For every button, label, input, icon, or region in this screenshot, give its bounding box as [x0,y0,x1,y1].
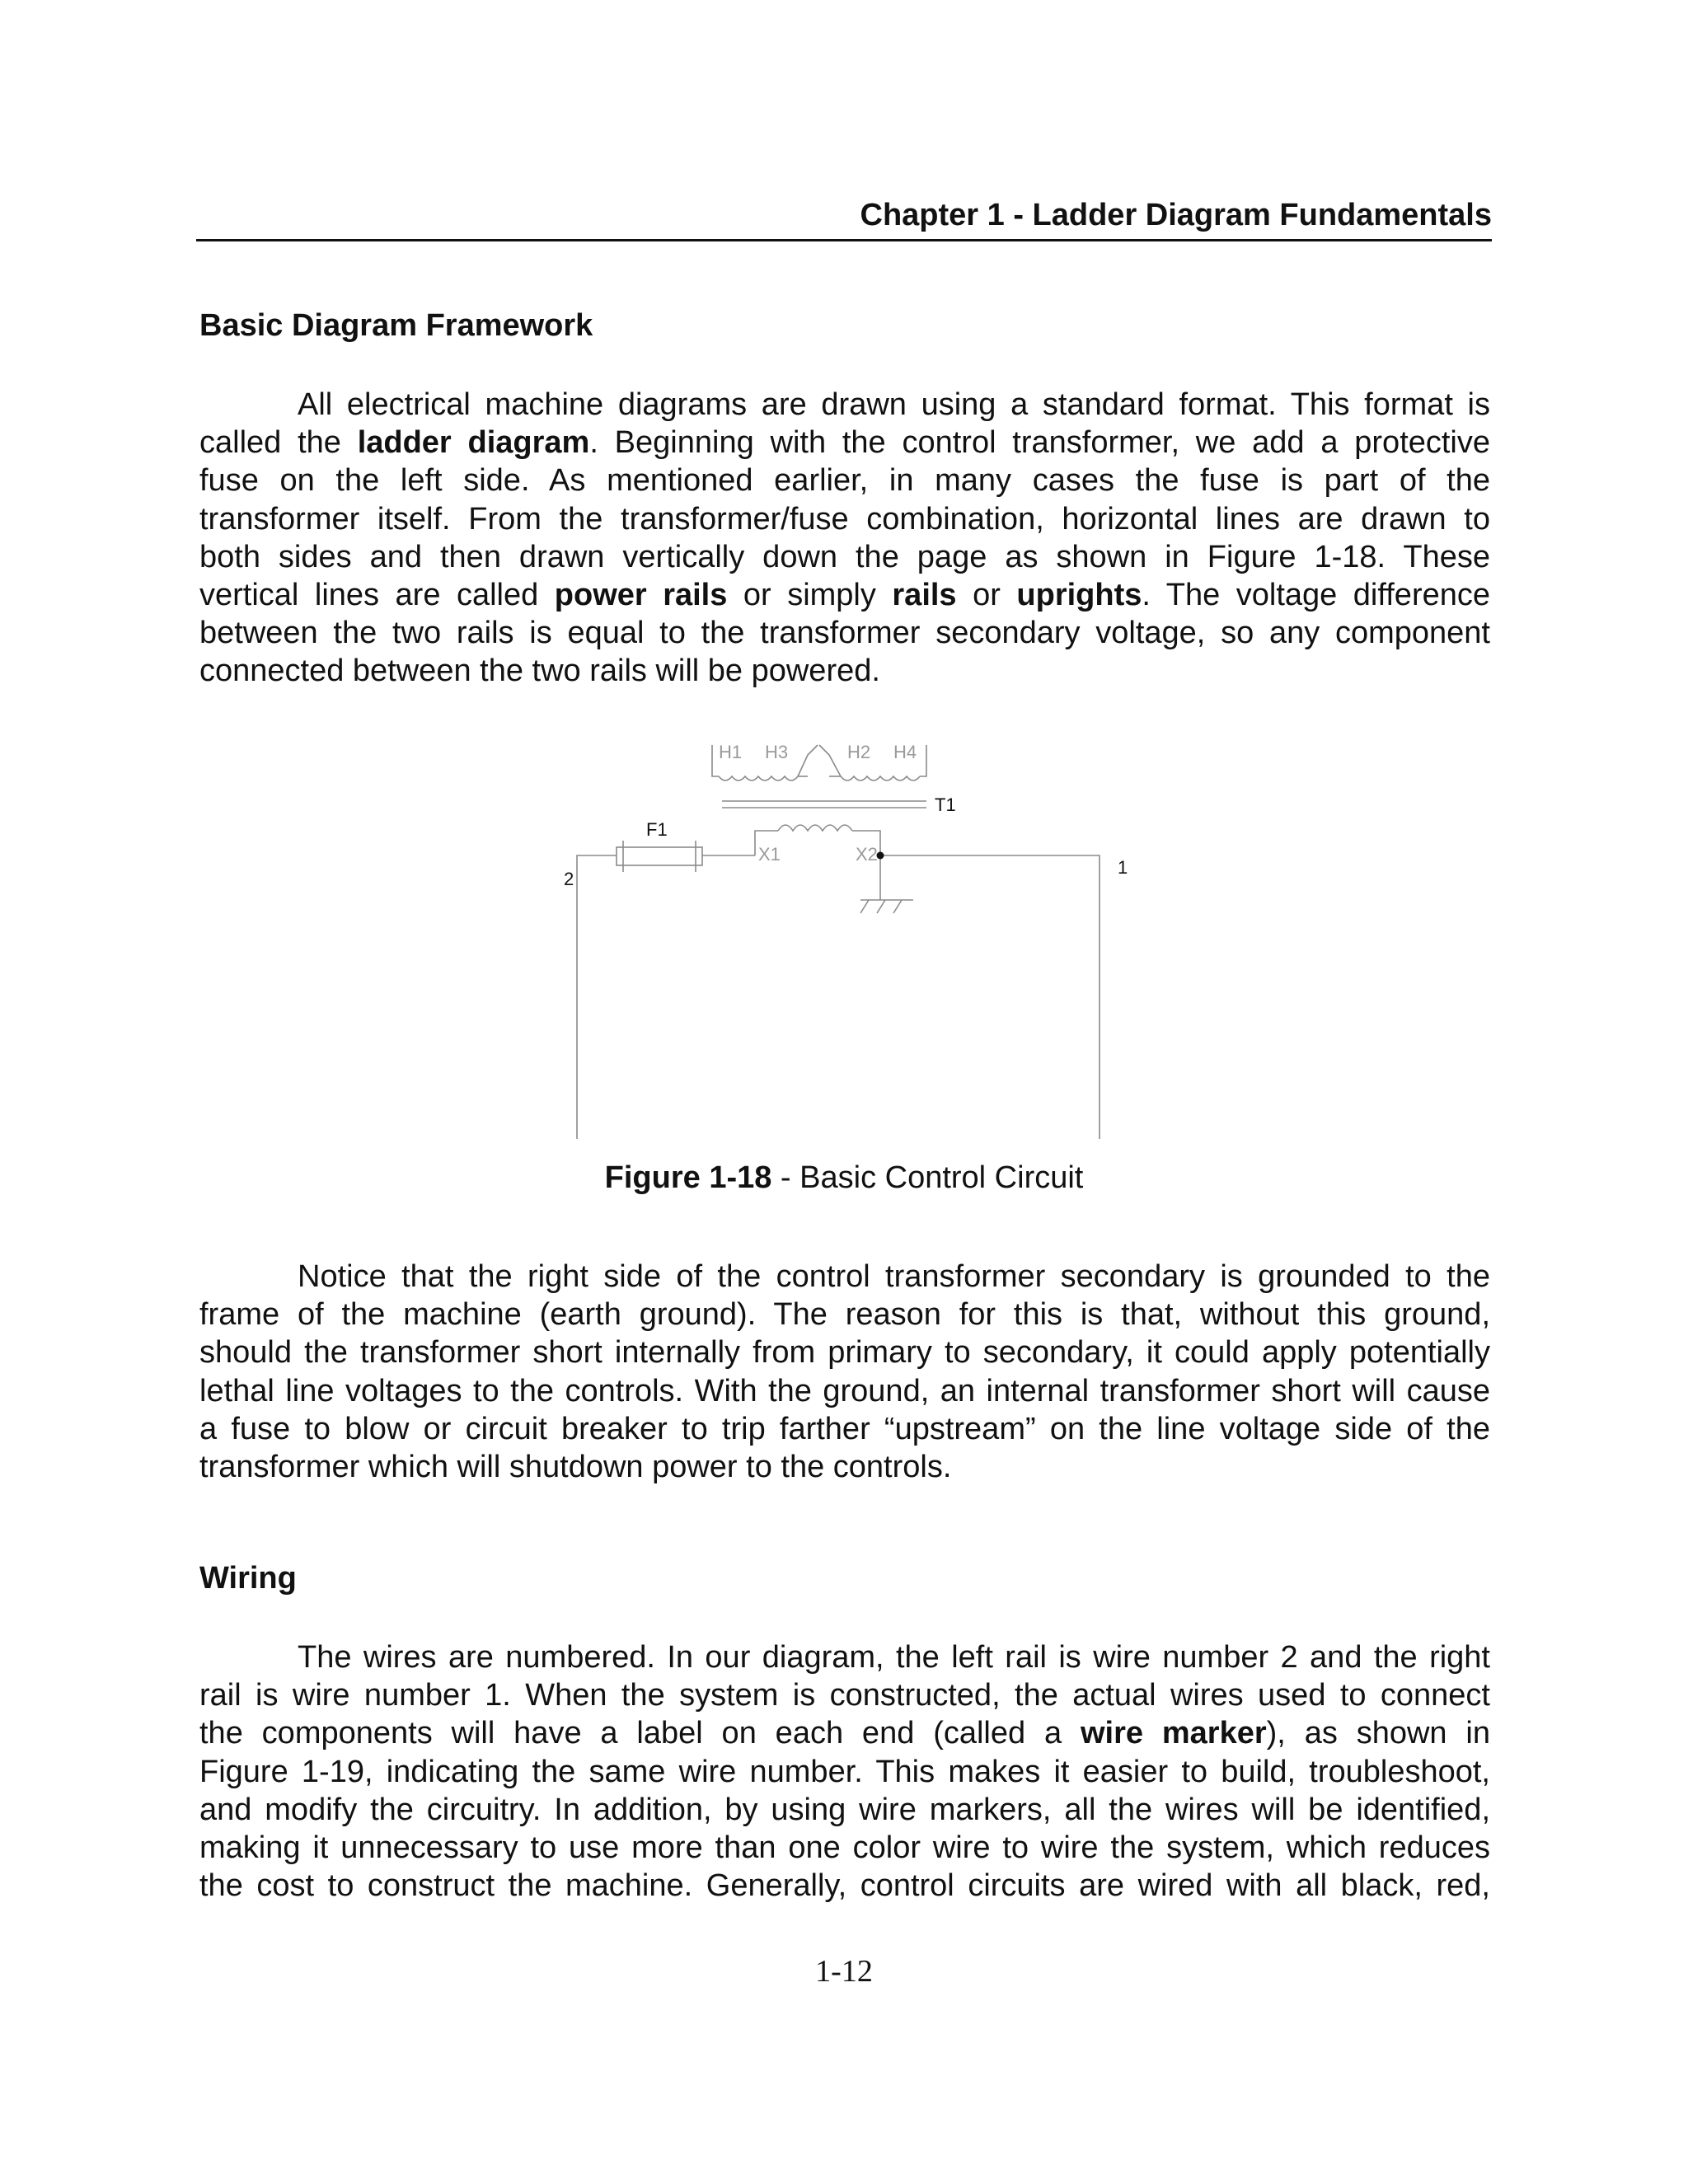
bold-term: ladder diagram [357,425,590,461]
bold-term: rails [892,577,957,612]
bold-term: wire marker [1080,1716,1267,1751]
bold-term: power rails [554,577,728,612]
text-run: Figure 1-19, indicating the same wire number. This makes it easier to build, troubleshoot, [199,1754,1490,1789]
label-h3: H3 [765,742,789,762]
paragraph-line [199,500,1490,538]
text-run: . The voltage difference [1142,577,1490,612]
bold-term: uprights [1016,577,1142,612]
paragraph-line [199,424,1490,462]
ground-hatch-1 [860,900,869,913]
text-run: a fuse to blow or circuit breaker to trip farther “upstream” on the line voltage side of the [199,1411,1490,1446]
text-run: . Beginning with the control transformer, we add a protective [589,425,1491,461]
paragraph-line [199,1714,1490,1752]
text-run: or simply [727,577,893,612]
paragraph-line [199,1829,1490,1867]
text-run: transformer itself. From the transformer/fuse combination, horizontal lines are drawn to [199,501,1490,537]
figure-caption-text: - Basic Control Circuit [771,1160,1084,1195]
paragraph-basic-framework [199,386,1490,691]
text-run: rail is wire number 1. When the system is constructed, the actual wires used to connect [199,1678,1490,1713]
text-run: fuse on the left side. As mentioned earlier, in many cases the fuse is part of the [199,463,1490,499]
header-rule [196,239,1492,241]
paragraph-line [199,1333,1490,1371]
text-run: called the [199,425,358,461]
primary-bracket-right [920,745,926,776]
primary-bracket-left [712,745,719,776]
label-t1: T1 [935,794,956,815]
paragraph-wiring [199,1638,1490,1905]
text-run: or [956,577,1017,612]
chapter-header: Chapter 1 - Ladder Diagram Fundamentals [860,198,1492,232]
section-heading-wiring: Wiring [199,1561,297,1596]
paragraph-line [199,1296,1490,1333]
cross-link-a [798,745,818,776]
figure-caption [0,1160,1688,1196]
secondary-coil [778,825,852,831]
label-wire-1: 1 [1118,857,1128,878]
label-h1: H1 [719,742,743,762]
paragraph-line [199,1410,1490,1448]
figure-caption-number: Figure 1-18 [604,1160,772,1195]
text-run: Notice that the right side of the control transformer secondary is grounded to the [298,1259,1490,1294]
ground-hatch-2 [877,900,885,913]
paragraph-line [199,614,1490,652]
paragraph-line [199,1676,1490,1714]
paragraph-line [199,1638,1490,1676]
section-heading-basic-diagram-framework: Basic Diagram Framework [199,308,593,343]
paragraph-line [199,1753,1490,1791]
text-run: The wires are numbered. In our diagram, the left rail is wire number 2 and the right [298,1640,1490,1675]
paragraph-line [199,386,1490,424]
ground-hatch-3 [893,900,902,913]
text-run: the components will have a label on each end (called a [199,1716,1081,1751]
figure-basic-control-circuit [528,725,1187,1154]
text-run: between the two rails is equal to the transformer secondary voltage, so any component [199,616,1490,651]
right-rail-wire-1 [880,855,1100,1139]
primary-coil-left [719,776,798,780]
text-run: vertical lines are called [199,577,555,612]
text-run: frame of the machine (earth ground). The reason for this is that, without this ground, [199,1297,1490,1333]
label-h2: H2 [847,742,871,762]
label-h4: H4 [893,742,917,762]
left-rail-wire-2 [577,855,617,1139]
text-run: the cost to construct the machine. Generally, control circuits are wired with all black, red, [199,1868,1490,1904]
label-x2: X2 [856,844,878,865]
paragraph-line [199,1372,1490,1410]
paragraph-line [199,462,1490,499]
paragraph-line [199,652,1490,690]
fuse-f1-body [617,847,702,865]
text-run: both sides and then drawn vertically down the page as shown in Figure 1-18. These [199,539,1490,574]
text-run: ), as shown in [1266,1716,1490,1751]
text-run: transformer which will shutdown power to the controls. [199,1449,952,1484]
text-run: making it unnecessary to use more than one color wire to wire the system, which reduces [199,1830,1490,1865]
page-number: 1-12 [815,1954,873,1989]
text-run: connected between the two rails will be powered. [199,654,880,689]
paragraph-line [199,1791,1490,1829]
paragraph-line [199,576,1490,614]
cross-link-b [819,745,841,776]
paragraph-line [199,1448,1490,1486]
paragraph-grounding [199,1258,1490,1486]
text-run: and modify the circuitry. In addition, by using wire markers, all the wires will be identified, [199,1792,1490,1827]
text-run: All electrical machine diagrams are drawn using a standard format. This format is [298,387,1490,422]
primary-coil-right [841,776,920,780]
paragraph-line [199,1867,1490,1905]
paragraph-line [199,1258,1490,1296]
label-wire-2: 2 [564,869,574,889]
paragraph-line [199,538,1490,576]
label-x1: X1 [758,844,781,865]
text-run: should the transformer short internally from primary to secondary, it could apply potentially [199,1335,1490,1371]
text-run: lethal line voltages to the controls. With the ground, an internal transformer short will cause [199,1373,1490,1408]
label-f1: F1 [646,819,668,840]
